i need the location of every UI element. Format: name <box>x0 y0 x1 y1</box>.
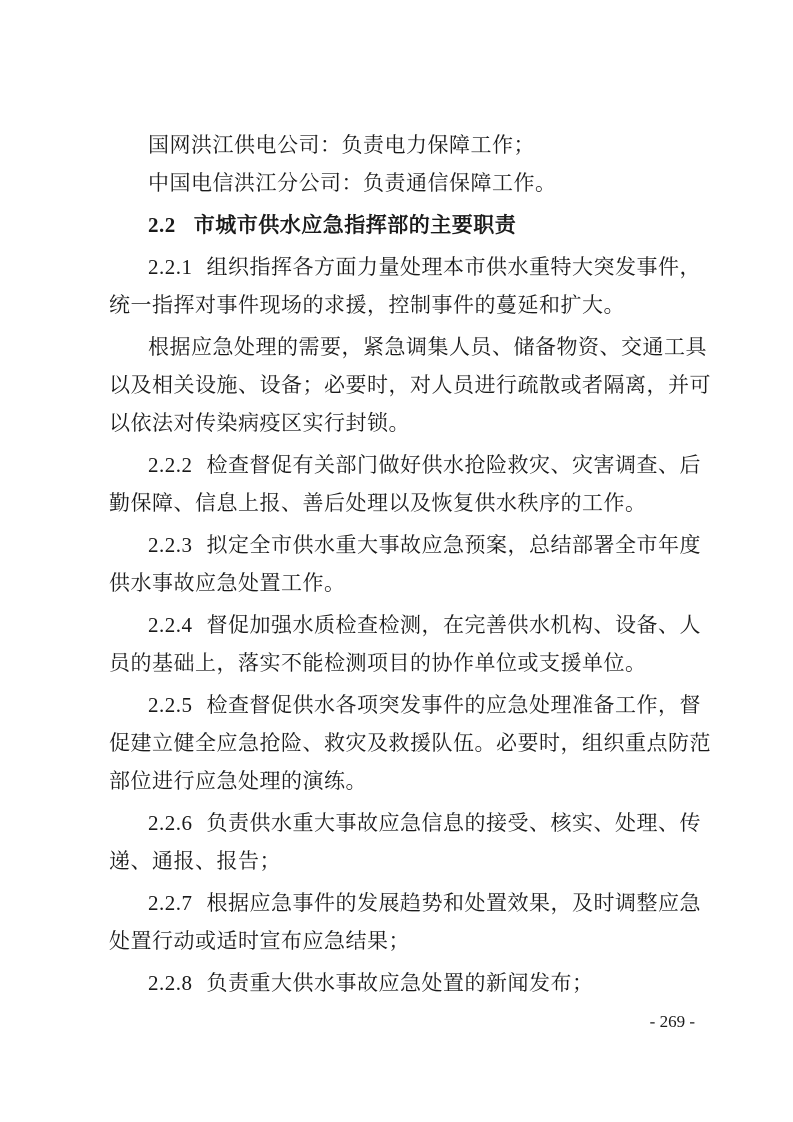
line-text: 中国电信洪江分公司：负责通信保障工作。 <box>148 171 557 195</box>
section-number: 2.2 <box>148 213 176 237</box>
clause-number: 2.2.3 <box>148 533 193 557</box>
paragraph-line <box>109 526 701 564</box>
clause-number: 2.2.7 <box>148 891 193 915</box>
paragraph-line <box>109 606 701 644</box>
line-text: 以及相关设施、设备；必要时，对人员进行疏散或者隔离，并可 <box>109 373 711 397</box>
line-text: 以依法对传染病疫区实行封锁。 <box>109 411 410 435</box>
line-text: 部位进行应急处理的演练。 <box>109 769 367 793</box>
paragraph-line <box>109 164 697 202</box>
paragraph-line <box>109 686 701 724</box>
clause-number: 2.2.1 <box>148 255 193 279</box>
paragraph-line <box>109 724 711 762</box>
line-text: 统一指挥对事件现场的求援，控制事件的蔓延和扩大。 <box>109 293 625 317</box>
line-text: 检查督促供水各项突发事件的应急处理准备工作，督 <box>206 693 701 717</box>
paragraph-line <box>109 964 697 1002</box>
line-text: 递、通报、报告； <box>109 849 281 873</box>
clause-number: 2.2.8 <box>148 971 193 995</box>
paragraph-line <box>109 842 697 880</box>
paragraph-line <box>109 248 701 286</box>
paragraph-line <box>109 286 697 324</box>
line-text: 根据应急处理的需要，紧急调集人员、储备物资、交通工具 <box>148 335 707 359</box>
paragraph-line <box>109 484 697 522</box>
line-text: 根据应急事件的发展趋势和处置效果，及时调整应急 <box>206 891 701 915</box>
paragraph-line <box>109 762 697 800</box>
paragraph-line <box>109 404 697 442</box>
clause-number: 2.2.5 <box>148 693 193 717</box>
paragraph-line <box>109 922 697 960</box>
line-text: 供水事故应急处置工作。 <box>109 571 346 595</box>
paragraph-line <box>109 328 707 366</box>
line-text: 拟定全市供水重大事故应急预案，总结部署全市年度 <box>206 533 701 557</box>
line-text: 组织指挥各方面力量处理本市供水重特大突发事件， <box>206 255 701 279</box>
paragraph-line <box>109 126 697 164</box>
line-text: 负责供水重大事故应急信息的接受、核实、处理、传 <box>206 811 701 835</box>
body-text <box>109 126 711 1002</box>
line-text: 国网洪江供电公司：负责电力保障工作； <box>148 133 535 157</box>
line-text: 勤保障、信息上报、善后处理以及恢复供水秩序的工作。 <box>109 491 647 515</box>
paragraph-line <box>109 644 697 682</box>
section-heading <box>109 206 697 244</box>
line-text: 负责重大供水事故应急处置的新闻发布； <box>206 971 594 995</box>
clause-number: 2.2.2 <box>148 453 193 477</box>
clause-number: 2.2.4 <box>148 613 193 637</box>
line-text: 处置行动或适时宣布应急结果； <box>109 929 410 953</box>
section-title: 市城市供水应急指挥部的主要职责 <box>193 212 517 237</box>
paragraph-line <box>109 446 701 484</box>
clause-number: 2.2.6 <box>148 811 193 835</box>
line-text: 督促加强水质检查检测，在完善供水机构、设备、人 <box>206 613 701 637</box>
paragraph-line <box>109 804 701 842</box>
paragraph-line <box>109 564 697 602</box>
line-text: 检查督促有关部门做好供水抢险救灾、灾害调查、后 <box>206 453 701 477</box>
page-number: - 269 - <box>649 1012 695 1031</box>
line-text: 员的基础上，落实不能检测项目的协作单位或支援单位。 <box>109 651 647 675</box>
line-text: 促建立健全应急抢险、救灾及救援队伍。必要时，组织重点防范 <box>109 731 711 755</box>
paragraph-line <box>109 884 701 922</box>
paragraph-line <box>109 366 711 404</box>
